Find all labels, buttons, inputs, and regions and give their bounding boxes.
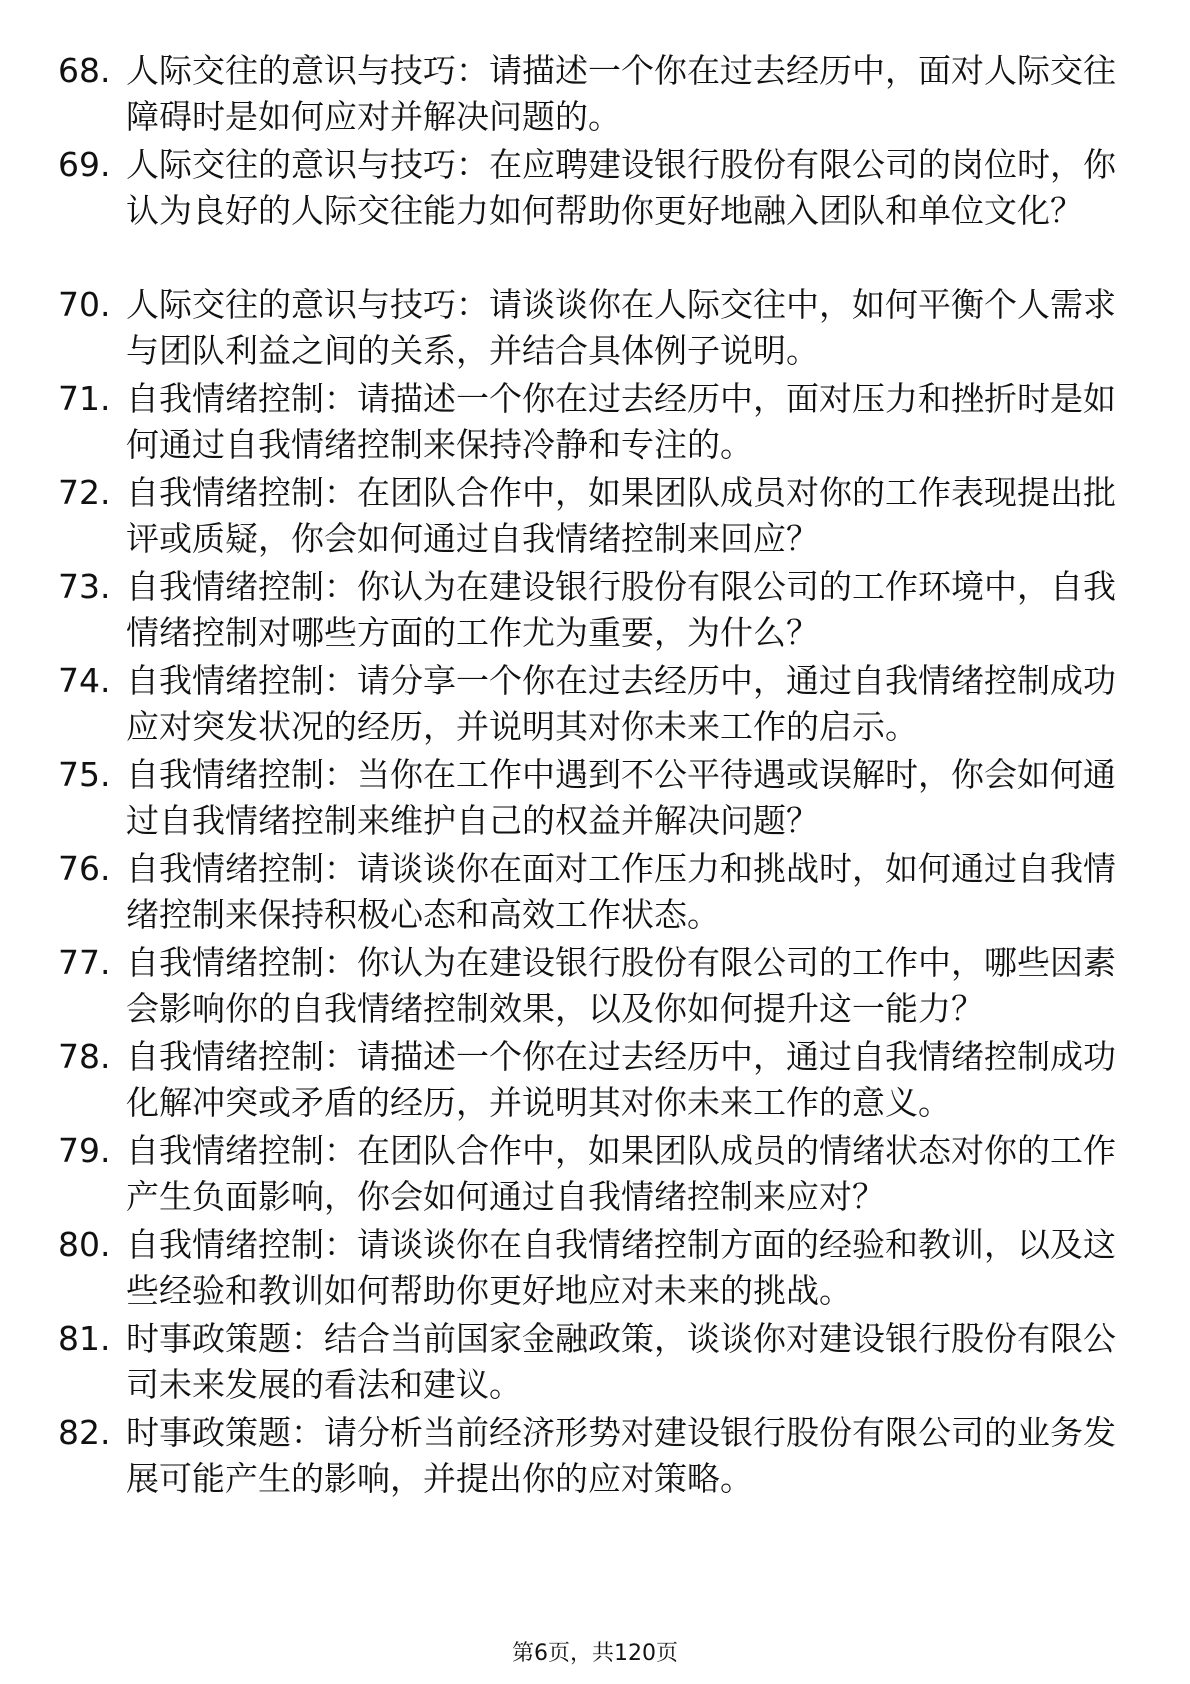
question-item-72	[58, 470, 1118, 562]
question-text: 自我情绪控制：当你在工作中遇到不公平待遇或误解时，你会如何通过自我情绪控制来维护自己的权益并解决问题？	[126, 755, 1116, 840]
question-number: 80.	[58, 1225, 111, 1264]
question-item-77	[58, 940, 1118, 1032]
question-text: 自我情绪控制：请描述一个你在过去经历中，通过自我情绪控制成功化解冲突或矛盾的经历，并说明其对你未来工作的意义。	[126, 1037, 1116, 1122]
question-number: 74.	[58, 661, 111, 700]
question-number: 73.	[58, 567, 111, 606]
question-text: 人际交往的意识与技巧：请谈谈你在人际交往中，如何平衡个人需求与团队利益之间的关系，并结合具体例子说明。	[126, 285, 1116, 370]
question-text: 人际交往的意识与技巧：请描述一个你在过去经历中，面对人际交往障碍时是如何应对并解决问题的。	[126, 51, 1116, 136]
question-text: 自我情绪控制：在团队合作中，如果团队成员对你的工作表现提出批评或质疑，你会如何通过自我情绪控制来回应？	[126, 473, 1116, 558]
question-text: 自我情绪控制：请谈谈你在自我情绪控制方面的经验和教训，以及这些经验和教训如何帮助你更好地应对未来的挑战。	[126, 1225, 1116, 1310]
question-item-71	[58, 376, 1118, 468]
question-number: 70.	[58, 285, 111, 324]
question-number: 68.	[58, 51, 111, 90]
question-text: 人际交往的意识与技巧：在应聘建设银行股份有限公司的岗位时，你认为良好的人际交往能力如何帮助你更好地融入团队和单位文化？	[126, 145, 1116, 230]
question-item-70	[58, 282, 1118, 374]
question-number: 76.	[58, 849, 111, 888]
question-item-73	[58, 564, 1118, 656]
question-text: 自我情绪控制：你认为在建设银行股份有限公司的工作中，哪些因素会影响你的自我情绪控制效果，以及你如何提升这一能力？	[126, 943, 1116, 1028]
question-number: 75.	[58, 755, 111, 794]
question-text: 自我情绪控制：在团队合作中，如果团队成员的情绪状态对你的工作产生负面影响，你会如何通过自我情绪控制来应对？	[126, 1131, 1116, 1216]
question-number: 81.	[58, 1319, 111, 1358]
question-item-78	[58, 1034, 1118, 1126]
question-item-69	[58, 142, 1118, 234]
question-item-79	[58, 1128, 1118, 1220]
question-item-76	[58, 846, 1118, 938]
question-number: 79.	[58, 1131, 111, 1170]
question-item-82	[58, 1410, 1118, 1502]
question-item-80	[58, 1222, 1118, 1314]
question-text: 时事政策题：请分析当前经济形势对建设银行股份有限公司的业务发展可能产生的影响，并提出你的应对策略。	[126, 1413, 1116, 1498]
question-number: 72.	[58, 473, 111, 512]
question-number: 69.	[58, 145, 111, 184]
page-number-footer: 第6页，共120页	[512, 1641, 678, 1666]
question-text: 自我情绪控制：请谈谈你在面对工作压力和挑战时，如何通过自我情绪控制来保持积极心态和高效工作状态。	[126, 849, 1116, 934]
question-text: 自我情绪控制：你认为在建设银行股份有限公司的工作环境中，自我情绪控制对哪些方面的工作尤为重要，为什么？	[126, 567, 1116, 652]
question-number: 78.	[58, 1037, 111, 1076]
question-text: 自我情绪控制：请描述一个你在过去经历中，面对压力和挫折时是如何通过自我情绪控制来保持冷静和专注的。	[126, 379, 1116, 464]
question-number: 71.	[58, 379, 111, 418]
question-item-74	[58, 658, 1118, 750]
question-item-81	[58, 1316, 1118, 1408]
question-item-68	[58, 48, 1118, 140]
question-text: 自我情绪控制：请分享一个你在过去经历中，通过自我情绪控制成功应对突发状况的经历，并说明其对你未来工作的启示。	[126, 661, 1116, 746]
question-number: 77.	[58, 943, 111, 982]
question-text: 时事政策题：结合当前国家金融政策，谈谈你对建设银行股份有限公司未来发展的看法和建议。	[126, 1319, 1116, 1404]
question-item-75	[58, 752, 1118, 844]
question-number: 82.	[58, 1413, 111, 1452]
